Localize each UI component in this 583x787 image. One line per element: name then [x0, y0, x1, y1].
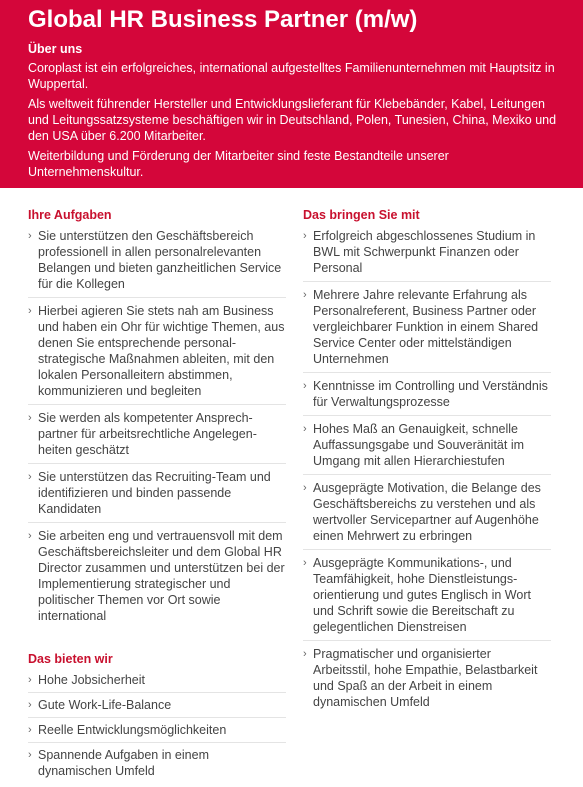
tasks-section [28, 207, 286, 629]
list-item [303, 378, 551, 416]
chevron-right-icon: › [28, 699, 32, 711]
list-item [28, 303, 286, 405]
list-item-text: Mehrere Jahre relevante Erfahrung als Personalreferent, Business Partner oder vergleichbarer Funktion in einem Shared Service Center oder mittelständigen Unternehmen [313, 288, 539, 366]
list-item-text: Sie unterstützen das Recruiting-Team und identifizieren und binden passende Kandidaten [38, 470, 271, 516]
offers-title: Das bieten wir [28, 652, 113, 666]
chevron-right-icon: › [28, 749, 32, 761]
chevron-right-icon: › [28, 530, 32, 542]
list-item [28, 672, 286, 693]
list-item-text: Ausgeprägte Kommunikations-, und Teamfähigkeit, hohe Dienstleistungs-orientierung und gutes Englisch in Wort und Schrift sowie die Bereitschaft zu gelegentlichen Dienstreisen [313, 556, 531, 634]
chevron-right-icon: › [28, 674, 32, 686]
chevron-right-icon: › [28, 724, 32, 736]
list-item [303, 421, 551, 475]
about-paragraph: Weiterbildung und Förderung der Mitarbeiter sind feste Bestandteile unserer Unternehmenskultur. [28, 149, 449, 179]
list-item [28, 747, 286, 783]
list-item-text: Hierbei agieren Sie stets nah am Business und haben ein Ohr für wichtige Themen, aus denen Sie entsprechende personal-strategische Maßnahmen ableiten, mit den lokalen Personalleitern abstimmen, kommunizieren und begleiten [38, 304, 285, 398]
tasks-list [28, 228, 286, 629]
requirements-section [303, 207, 551, 715]
list-item [28, 228, 286, 298]
about-title: Über uns [28, 42, 83, 56]
list-item-text: Spannende Aufgaben in einem dynamischen Umfeld [38, 748, 209, 778]
content-columns [0, 207, 583, 787]
chevron-right-icon: › [303, 648, 307, 660]
about-paragraph: Coroplast ist ein erfolgreiches, international aufgestelltes Familienunternehmen mit Hauptsitz in Wuppertal. [28, 61, 555, 91]
job-title: Global HR Business Partner (m/w) [28, 6, 418, 33]
list-item [28, 410, 286, 464]
list-item-text: Erfolgreich abgeschlossenes Studium in BWL mit Schwerpunkt Finanzen oder Personal [313, 229, 536, 275]
requirements-title: Das bringen Sie mit [303, 208, 420, 222]
list-item-text: Reelle Entwicklungsmöglichkeiten [38, 723, 227, 737]
list-item-text: Hohes Maß an Genauigkeit, schnelle Auffassungsgabe und Souveränität im Umgang mit allen Hierarchiestufen [313, 422, 525, 468]
list-item [303, 646, 551, 715]
left-column [28, 207, 286, 787]
list-item-text: Pragmatischer und organisierter Arbeitsstil, hohe Empathie, Belastbarkeit und Spaß an der Arbeit in einem dynamischen Umfeld [313, 647, 538, 709]
list-item-text: Sie unterstützen den Geschäftsbereich professionell in allen personalrelevanten Belangen und bieten ganzheitlichen Service für die Kollegen [38, 229, 282, 291]
chevron-right-icon: › [303, 423, 307, 435]
list-item [303, 480, 551, 550]
list-item [28, 528, 286, 629]
chevron-right-icon: › [303, 557, 307, 569]
list-item-text: Gute Work-Life-Balance [38, 698, 172, 712]
offers-section [28, 651, 286, 783]
chevron-right-icon: › [303, 289, 307, 301]
list-item [28, 697, 286, 718]
list-item [303, 555, 551, 641]
chevron-right-icon: › [303, 482, 307, 494]
chevron-right-icon: › [28, 305, 32, 317]
list-item-text: Kenntnisse im Controlling und Verständnis für Verwaltungsprozesse [313, 379, 548, 409]
chevron-right-icon: › [28, 412, 32, 424]
list-item-text: Sie arbeiten eng und vertrauensvoll mit dem Geschäftsbereichsleiter und dem Global HR Director zusammen und unterstützen bei der Implementierung strategischer und politischer Themen vor Ort sowie international [38, 529, 285, 623]
offers-list [28, 672, 286, 783]
about-paragraph: Als weltweit führender Hersteller und Entwicklungslieferant für Klebebänder, Kabel, Leitungen und Leitungssatzsysteme beschäftigen wir in Deutschland, Polen, Tunesien, China, Mexiko und den USA über 6.200 Mitarbeiter. [28, 97, 557, 143]
list-item [303, 228, 551, 282]
requirements-list [303, 228, 551, 715]
chevron-right-icon: › [28, 471, 32, 483]
chevron-right-icon: › [303, 380, 307, 392]
list-item-text: Ausgeprägte Motivation, die Belange des Geschäftsbereichs zu verstehen und als wertvoller Servicepartner auf Augenhöhe einen Mehrwert zu erbringen [313, 481, 541, 543]
chevron-right-icon: › [28, 230, 32, 242]
tasks-title: Ihre Aufgaben [28, 208, 112, 222]
list-item-text: Hohe Jobsicherheit [38, 673, 146, 687]
header-banner [0, 0, 583, 188]
list-item [303, 287, 551, 373]
right-column [303, 207, 551, 787]
list-item-text: Sie werden als kompetenter Ansprech-partner für arbeitsrechtliche Angelegen-heiten geschätzt [38, 411, 257, 457]
list-item [28, 469, 286, 523]
chevron-right-icon: › [303, 230, 307, 242]
